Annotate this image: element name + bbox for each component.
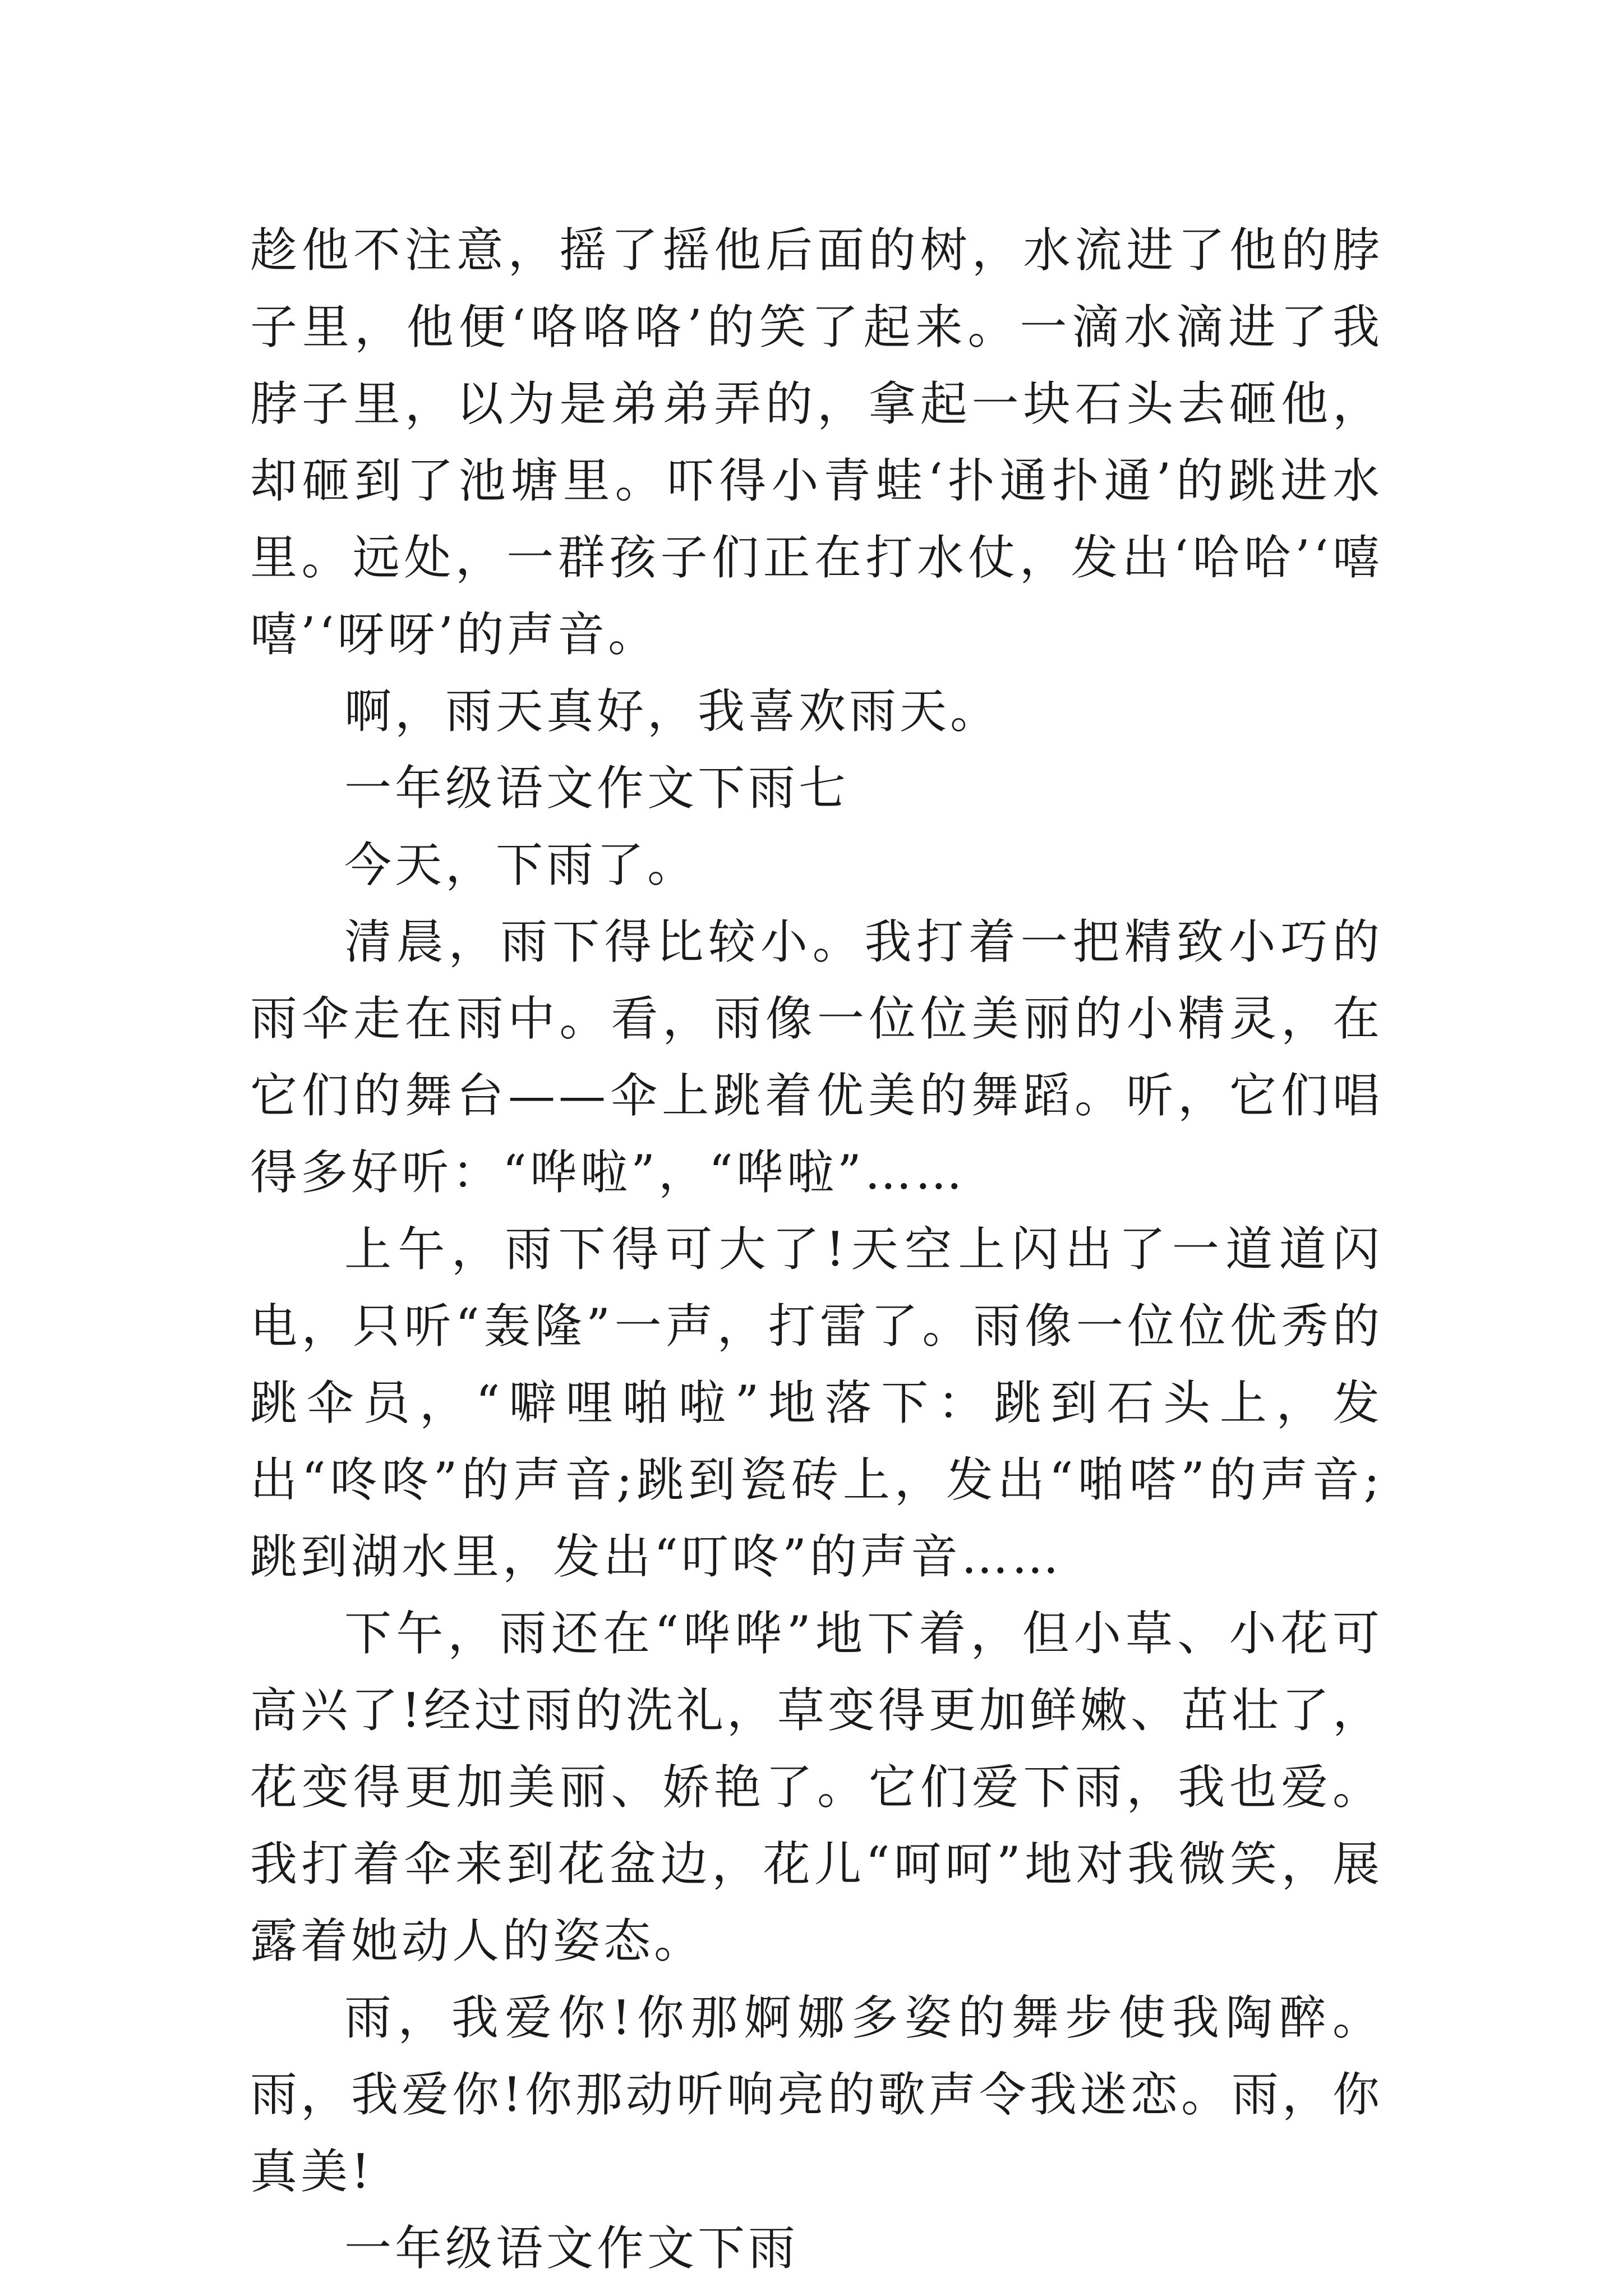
paragraph-continued: 趁他不注意，摇了摇他后面的树，水流进了他的脖子里，他便‘咯咯咯’的笑了起来。一滴水滴进了我脖子里，以为是弟弟弄的，拿起一块石头去砸他，却砸到了池塘里。吓得小青蛙‘扑通扑通’的跳进水里。远处，一群孩子们正在打水仗，发出‘哈哈’‘嘻嘻’‘呀呀’的声音。 [250,223,1383,662]
paragraph: 今天，下雨了。 [344,838,698,892]
section-heading: 一年级语文作文下雨七 [344,761,850,816]
section-heading: 一年级语文作文下雨 [344,2221,799,2276]
paragraph: 雨，我爱你!你那婀娜多姿的舞步使我陶醉。雨，我爱你!你那动听响亮的歌声令我迷恋。雨，你真美! [250,1990,1383,2199]
paragraph: 清晨，雨下得比较小。我打着一把精致小巧的雨伞走在雨中。看，雨像一位位美丽的小精灵，在它们的舞台——伞上跳着优美的舞蹈。听，它们唱得多好听：“哗啦”，“哗啦”…… [250,914,1383,1200]
paragraph: 啊，雨天真好，我喜欢雨天。 [344,684,1001,739]
paragraph: 下午，雨还在“哗哗”地下着，但小草、小花可高兴了!经过雨的洗礼，草变得更加鲜嫩、茁壮了，花变得更加美丽、娇艳了。它们爱下雨，我也爱。我打着伞来到花盆边，花儿“呵呵”地对我微笑，展露着她动人的姿态。 [250,1606,1383,1968]
document-body [250,212,1383,2287]
paragraph: 上午，雨下得可大了!天空上闪出了一道道闪电，只听“轰隆”一声，打雷了。雨像一位位优秀的跳伞员，“噼哩啪啦”地落下：跳到石头上，发出“咚咚”的声音;跳到瓷砖上，发出“啪嗒”的声音;跳到湖水里，发出“叮咚”的声音…… [250,1222,1383,1584]
